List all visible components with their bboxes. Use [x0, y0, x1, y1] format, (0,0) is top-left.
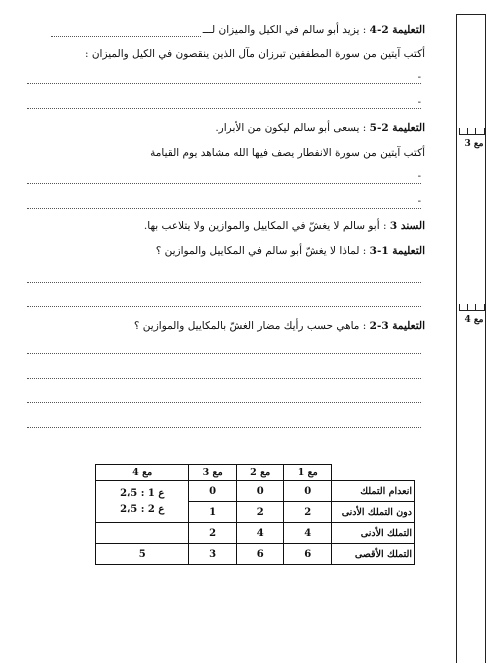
answer-line[interactable] [27, 183, 421, 184]
grading-margin-column [456, 14, 486, 663]
table-header-crit2: مع 2 [236, 465, 284, 481]
answer-line[interactable] [27, 402, 421, 403]
grading-table [95, 464, 415, 565]
table-cell: 2 [284, 502, 332, 523]
table-row [96, 523, 415, 544]
table-cell: 0 [189, 481, 237, 502]
question-1-3 [156, 244, 425, 258]
table-header-crit4: مع 4 [96, 465, 189, 481]
question-2-5-instruction: أكتب آيتين من سورة الانفطار يصف فيها الله مشاهد يوم القيامة [150, 147, 425, 159]
question-2-4-label: التعليمة 2-4 [369, 24, 425, 36]
bullet-dash: - [417, 97, 421, 108]
table-header-row [96, 465, 415, 481]
criterion-4-label: مع 4 [464, 315, 484, 325]
question-3-2-text: : ماهي حسب رأيك مضار الغشّ بالمكاييل والموازين ؟ [133, 320, 367, 332]
bullet-dash: - [417, 72, 421, 83]
table-row [96, 544, 415, 565]
question-3-2 [134, 319, 425, 333]
table-cell [96, 523, 189, 544]
grading-ticks-4 [459, 304, 485, 311]
table-cell: 1 [189, 502, 237, 523]
answer-line[interactable] [27, 282, 421, 283]
bullet-dash: - [417, 196, 421, 207]
answer-line[interactable] [27, 306, 421, 307]
table-cell: 0 [284, 481, 332, 502]
question-2-5-text: : يسعى أبو سالم ليكون من الأبرار. [215, 122, 367, 134]
question-2-4 [51, 23, 425, 37]
table-header-crit3: مع 3 [189, 465, 237, 481]
table-corner [332, 465, 415, 481]
table-cell: 2 [189, 523, 237, 544]
question-2-5 [215, 121, 425, 135]
question-3-2-label: التعليمة 3-2 [369, 320, 425, 332]
question-2-4-text: : يزيد أبو سالم في الكيل والميزان لـــ [202, 24, 367, 36]
table-cell-crit4-split [96, 481, 189, 523]
table-cell: 0 [236, 481, 284, 502]
row-label: انعدام التملك [332, 481, 415, 502]
source-3-label: السند 3 [389, 220, 425, 232]
table-header-crit1: مع 1 [284, 465, 332, 481]
table-cell: 4 [284, 523, 332, 544]
answer-line[interactable] [27, 427, 421, 428]
split-value-2: ع 2 : 2،5 [120, 503, 165, 515]
table-cell: 3 [189, 544, 237, 565]
table-cell: 2 [236, 502, 284, 523]
answer-blank[interactable] [51, 36, 201, 37]
row-label: التملك الأدنى [332, 523, 415, 544]
grading-ticks-3 [459, 128, 485, 135]
answer-line[interactable] [27, 108, 421, 109]
table-row [96, 481, 415, 502]
table-cell: 4 [236, 523, 284, 544]
answer-line[interactable] [27, 378, 421, 379]
question-1-3-text: : لماذا لا يغشّ أبو سالم في المكاييل والموازين ؟ [155, 245, 367, 257]
answer-line[interactable] [27, 83, 421, 84]
answer-line[interactable] [27, 208, 421, 209]
source-3-text: : أبو سالم لا يغشّ في المكاييل والموازين ولا يتلاعب بها. [143, 220, 387, 232]
row-label: دون التملك الأدنى [332, 502, 415, 523]
table-cell: 6 [236, 544, 284, 565]
table-cell: 5 [96, 544, 189, 565]
bullet-dash: - [417, 171, 421, 182]
split-value-1: ع 1 : 2،5 [120, 487, 165, 499]
question-2-5-label: التعليمة 2-5 [369, 122, 425, 134]
question-2-4-instruction: أكتب آيتين من سورة المطففين تبرزان مآل الذين ينقصون في الكيل والميزان : [84, 48, 425, 60]
source-3 [144, 219, 425, 233]
row-label: التملك الأقصى [332, 544, 415, 565]
criterion-3-label: مع 3 [464, 139, 484, 149]
answer-line[interactable] [27, 353, 421, 354]
question-1-3-label: التعليمة 1-3 [369, 245, 425, 257]
table-cell: 6 [284, 544, 332, 565]
